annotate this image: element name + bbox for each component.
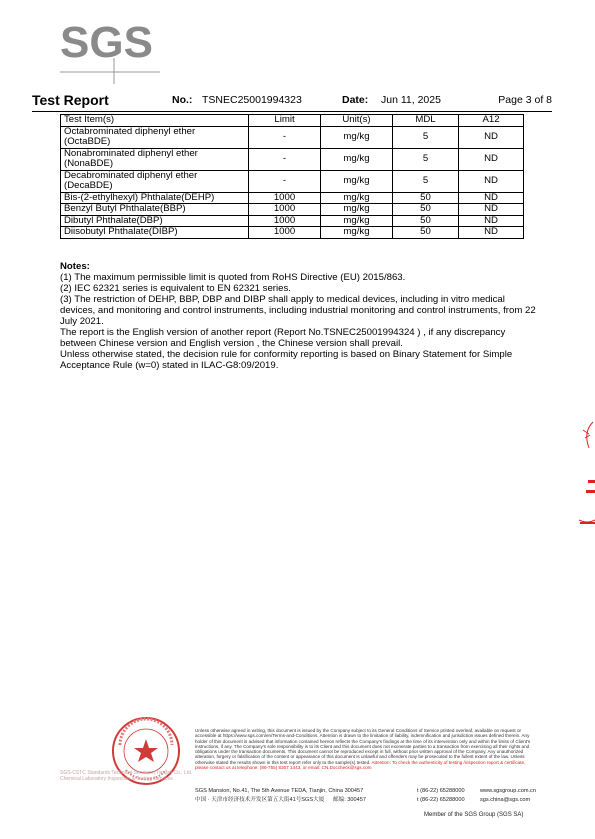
unit-cell: mg/kg [321, 126, 393, 148]
report-title: Test Report [32, 92, 109, 108]
page-number: Page 3 of 8 [498, 94, 552, 106]
mdl-cell: 5 [393, 170, 459, 192]
address-english: SGS Mansion, No.41, The 5th Avenue TEDA, Tianjin, China 300457 [195, 788, 364, 794]
result-cell: ND [459, 192, 524, 204]
test-item-cell [61, 148, 249, 170]
unit-cell: mg/kg [321, 192, 393, 204]
notes-heading: Notes: [60, 261, 90, 272]
page-footer [0, 715, 595, 839]
sgs-logo [60, 14, 158, 76]
seal-caption: SGS-CSTC Standards Technical Services (Tianjin) Co., Ltd. Chemical Laboratory Inspection & Testing Services [60, 770, 193, 782]
header-rule [32, 111, 552, 112]
telephone-2: t (86-22) 65288000 [417, 797, 465, 803]
english-version-statement: The report is the English version of another report (Report No.TSNEC25001994324 ) , if any discrepancy between Chinese version and English version , the Chinese version shall prevail. [60, 327, 506, 349]
table-row [61, 170, 524, 192]
col-header-mdl: MDL [393, 115, 459, 127]
mdl-cell: 5 [393, 126, 459, 148]
edge-stamp-fragment [575, 420, 595, 540]
col-header-limit: Limit [249, 115, 321, 127]
test-item-line2: (DecaBDE) [64, 180, 113, 191]
mdl-cell: 5 [393, 148, 459, 170]
table-row [61, 204, 524, 216]
table-header-row [61, 115, 524, 127]
limit-cell: 1000 [249, 192, 321, 204]
table-row [61, 227, 524, 239]
result-cell: ND [459, 170, 524, 192]
email: sgs.china@sgs.com [480, 797, 531, 803]
note-3: (3) The restriction of DEHP, BBP, DBP and DIBP shall apply to medical devices, including in vitro medical devices, and monitoring and control instruments, including industrial monitoring and control instruments, from 22 July 2021. [60, 294, 536, 327]
date-label: Date: [342, 94, 369, 106]
authenticity-notice: Attention: To check the authenticity of testing /inspection report & certificate, please contact us at telephone: (86-755) 8307 1443, or email: CN.Doccheck@sgs.com [195, 759, 526, 771]
limit-cell: 1000 [249, 227, 321, 239]
limit-cell: - [249, 126, 321, 148]
unit-cell: mg/kg [321, 204, 393, 216]
address-chinese: 中国 · 天津市经济技术开发区第五大街41号SGS大厦 [195, 797, 325, 803]
table-row [61, 148, 524, 170]
table-row [61, 215, 524, 227]
mdl-cell: 50 [393, 204, 459, 216]
unit-cell: mg/kg [321, 215, 393, 227]
mdl-cell: 50 [393, 227, 459, 239]
test-item-cell [61, 126, 249, 148]
result-cell: ND [459, 126, 524, 148]
test-item-line2: (OctaBDE) [64, 136, 111, 147]
limit-cell: 1000 [249, 204, 321, 216]
unit-cell: mg/kg [321, 170, 393, 192]
decision-rule-statement: Unless otherwise stated, the decision rule for conformity reporting is based on Binary Statement for Simple Acceptance Rule (w=0) stated in ILAC-G8:09/2019. [60, 349, 513, 371]
result-cell: ND [459, 215, 524, 227]
notes-section [60, 261, 540, 371]
limit-cell: 1000 [249, 215, 321, 227]
test-item-cell [61, 170, 249, 192]
table-row [61, 126, 524, 148]
telephone-1: t (86-22) 65288000 [417, 788, 465, 794]
table-row [61, 192, 524, 204]
note-2: (2) IEC 62321 series is equivalent to EN 62321 series. [60, 283, 291, 294]
test-item-cell: Bis-(2-ethylhexyl) Phthalate(DEHP) [61, 192, 249, 204]
report-header [32, 94, 552, 108]
col-header-unit: Unit(s) [321, 115, 393, 127]
test-item-line2: (NonaBDE) [64, 158, 114, 169]
result-cell: ND [459, 148, 524, 170]
terms-text: Unless otherwise agreed in writing, this document is issued by the Company subject to its General Conditions of Service printed overleaf, available on request or accessible at https://www.sgs.com/en/Terms-and-Conditions. Attention is drawn to the limitation of liability, indemnification and jurisdiction issues defined therein. Any holder of this document is advised that information contained hereon reflects the Company's findings at the time of its intervention only and within the limits of Client's instructions, if any. The Company's sole responsibility is to its Client and this document does not exonerate parties to a transaction from exercising all their rights and obligations under the transaction documents. This document cannot be reproduced except in full, without prior written approval of the Company. Any unauthorized alteration, forgery or falsification of the content or appearance of this document is unlawful and offenders may be prosecuted to the fullest extent of the law. Unless otherwise stated the results shown in this test report refer only to the sample(s) tested. [195, 728, 531, 765]
test-item-cell: Benzyl Butyl Phthalate(BBP) [61, 204, 249, 216]
unit-cell: mg/kg [321, 148, 393, 170]
limit-cell: - [249, 148, 321, 170]
terms-fine-print [195, 728, 540, 770]
report-no-value: TSNEC25001994323 [202, 94, 302, 106]
test-item-cell: Diisobutyl Phthalate(DIBP) [61, 227, 249, 239]
postcode: 邮编: 300457 [333, 797, 366, 803]
result-cell: ND [459, 227, 524, 239]
test-item-line1: Nonabrominated diphenyl ether [64, 147, 198, 159]
mdl-cell: 50 [393, 215, 459, 227]
col-header-a12: A12 [459, 115, 524, 127]
test-item-line1: Decabrominated diphenyl ether [64, 169, 198, 181]
result-cell: ND [459, 204, 524, 216]
report-no-label: No.: [172, 94, 193, 106]
limit-cell: - [249, 170, 321, 192]
website: www.sgsgroup.com.cn [480, 788, 536, 794]
col-header-test-item: Test Item(s) [61, 115, 249, 127]
unit-cell: mg/kg [321, 227, 393, 239]
logo-text: SGS [60, 18, 153, 67]
member-statement: Member of the SGS Group (SGS SA) [424, 812, 524, 818]
test-item-line1: Octabrominated diphenyl ether [64, 125, 196, 137]
results-table [60, 114, 524, 239]
date-value: Jun 11, 2025 [381, 94, 441, 106]
test-item-cell: Dibutyl Phthalate(DBP) [61, 215, 249, 227]
note-1: (1) The maximum permissible limit is quoted from RoHS Directive (EU) 2015/863. [60, 272, 406, 283]
mdl-cell: 50 [393, 192, 459, 204]
